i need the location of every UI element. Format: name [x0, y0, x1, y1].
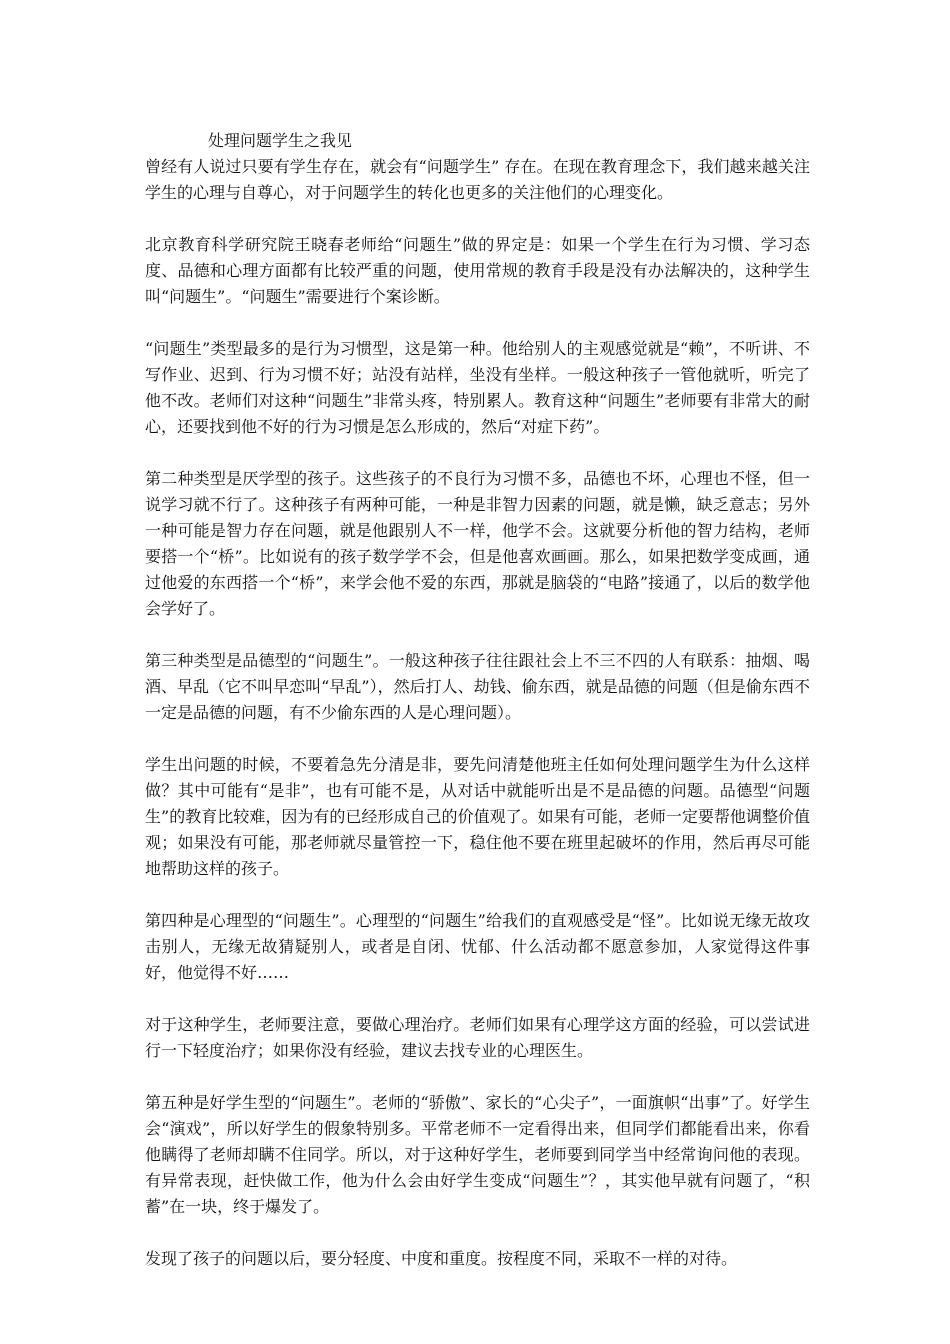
paragraph-type-5-good-student: 第五种是好学生型的“问题生”。老师的“骄傲”、家长的“心尖子”，一面旗帜“出事”了。好学生会“演戏”，所以好学生的假象特别多。平常老师不一定看得出来，但同学们都能看出来，你看他瞒得了老师却瞒不住同学。所以，对于这种好学生，老师要到同学当中经常询问他的表现。有异常表现，赶快做工作，他为什么会由好学生变成“问题生”？，其实他早就有问题了，“积蓄”在一块，终于爆发了。 [145, 1093, 810, 1216]
paragraph-type-4-psychological: 第四种是心理型的“问题生”。心理型的“问题生”给我们的直观感受是“怪”。比如说无缘无故攻击别人，无缘无故猜疑别人，或者是自闭、忧郁、什么活动都不愿意参加，人家觉得这件事好，他觉得不好…… [145, 911, 810, 982]
paragraph-psychological-handling: 对于这种学生，老师要注意，要做心理治疗。老师们如果有心理学这方面的经验，可以尝试进行一下轻度治疗；如果你没有经验，建议去找专业的心理医生。 [145, 1015, 810, 1060]
document-page [145, 128, 810, 1298]
paragraph-morality-handling: 学生出问题的时候，不要着急先分清是非，要先问清楚他班主任如何处理问题学生为什么这样做？其中可能有“是非”，也有可能不是，从对话中就能听出是不是品德的问题。品德型“问题生”的教育比较难，因为有的已经形成自己的价值观了。如果有可能，老师一定要帮他调整价值观；如果没有可能，那老师就尽量管控一下，稳住他不要在班里起破坏的作用，然后再尽可能地帮助这样的孩子。 [145, 755, 810, 878]
paragraph-type-1-behavior: “问题生”类型最多的是行为习惯型，这是第一种。他给别人的主观感觉就是“赖”，不听讲、不写作业、迟到、行为习惯不好；站没有站样，坐没有坐样。一般这种孩子一管他就听，听完了他不改。老师们对这种“问题生”非常头疼，特别累人。教育这种“问题生”老师要有非常大的耐心，还要找到他不好的行为习惯是怎么形成的，然后“对症下药”。 [145, 339, 810, 436]
paragraph-intro: 曾经有人说过只要有学生存在，就会有“问题学生” 存在。在现在教育理念下，我们越来越关注学生的心理与自尊心，对于问题学生的转化也更多的关注他们的心理变化。 [145, 157, 810, 202]
paragraph-severity: 发现了孩子的问题以后，要分轻度、中度和重度。按程度不同，采取不一样的对待。 [145, 1249, 738, 1268]
document-title: 处理问题学生之我见 [208, 131, 353, 150]
paragraph-type-2-study-aversion: 第二种类型是厌学型的孩子。这些孩子的不良行为习惯不多，品德也不坏，心理也不怪，但一说学习就不行了。这种孩子有两种可能，一种是非智力因素的问题，就是懒，缺乏意志；另外一种可能是智力存在问题，就是他跟别人不一样，他学不会。这就要分析他的智力结构，老师要搭一个“桥”。比如说有的孩子数学学不会，但是他喜欢画画。那么，如果把数学变成画，通过他爱的东西搭一个“桥”，来学会他不爱的东西，那就是脑袋的“电路”接通了，以后的数学他会学好了。 [145, 469, 810, 618]
paragraph-definition: 北京教育科学研究院王晓春老师给“问题生”做的界定是：如果一个学生在行为习惯、学习态度、品德和心理方面都有比较严重的问题，使用常规的教育手段是没有办法解决的，这种学生叫“问题生”。“问题生”需要进行个案诊断。 [145, 235, 810, 306]
paragraph-type-3-morality: 第三种类型是品德型的“问题生”。一般这种孩子往往跟社会上不三不四的人有联系：抽烟、喝酒、早乱（它不叫早恋叫“早乱”），然后打人、劫钱、偷东西，就是品德的问题（但是偷东西不一定是品德的问题，有不少偷东西的人是心理问题）。 [145, 651, 810, 722]
